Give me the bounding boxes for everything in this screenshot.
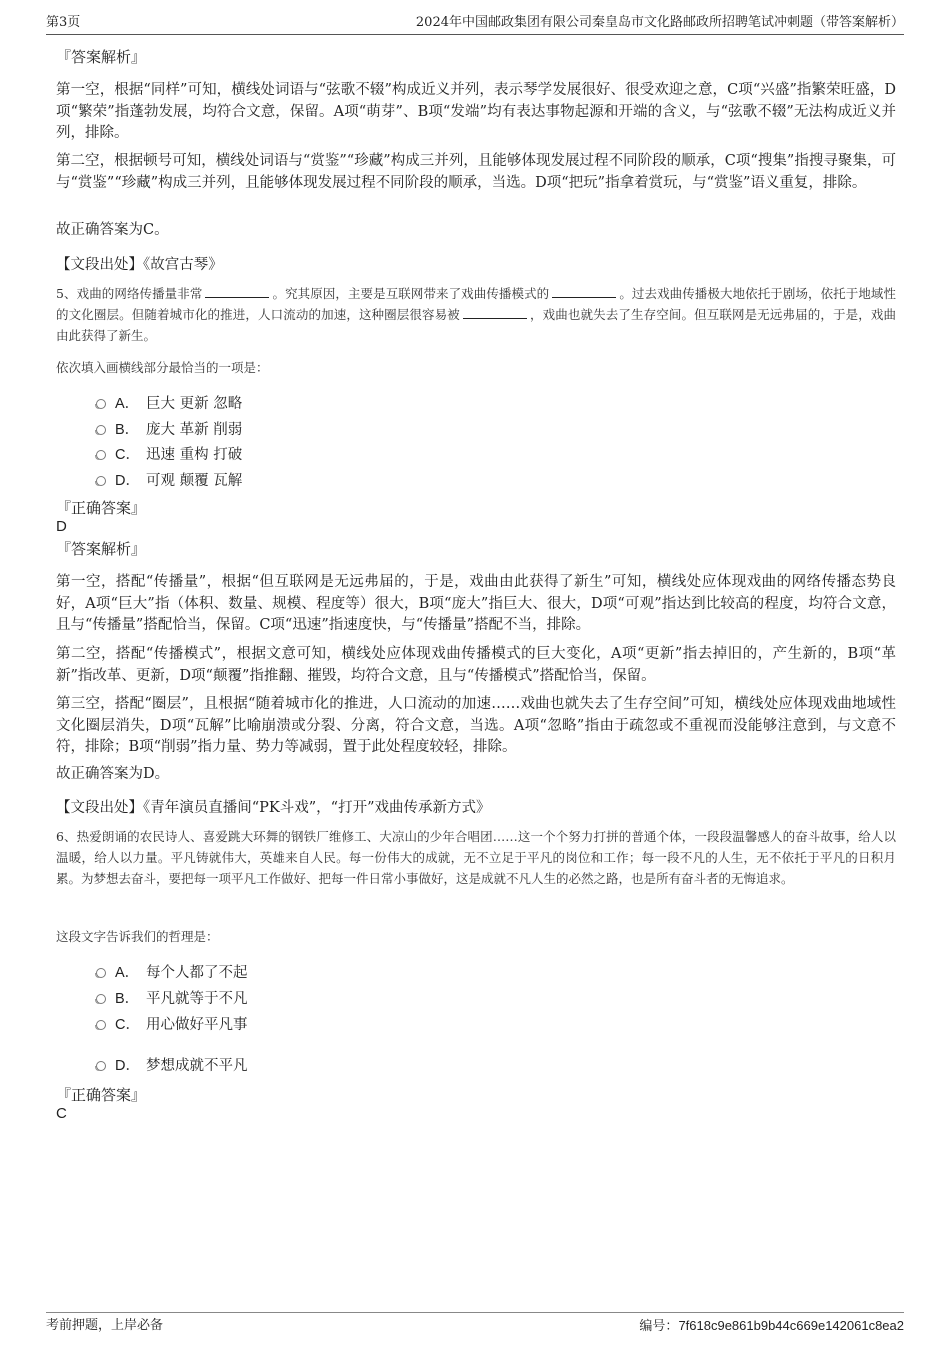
q6-stem (56, 826, 896, 889)
q5-correct-label: 『正确答案』 (56, 499, 147, 517)
q4-source: 【文段出处】《故宫古琴》 (56, 257, 223, 273)
q6-correct-label: 『正确答案』 (56, 1086, 147, 1104)
radio-icon[interactable] (96, 476, 106, 486)
radio-icon[interactable] (96, 968, 106, 978)
q5-text-seg-3: 。过去戏曲传播极大地依托于剧场，依托于地域性的文化圈层。但随着城市化的推进，人口流动的加速，这种圈层很容易被 (56, 286, 896, 322)
radio-icon[interactable] (96, 450, 106, 460)
q5-analysis-para-1: 第一空，搭配“传播量”，根据“但互联网是无远弗届的，于是，戏曲由此获得了新生”可知，横线处应体现戏曲的网络传播态势良好，A项“巨大”指（体积、数量、规模、程度等）很大，B项“庞大”指巨大、很大，D项“可观”指达到比较高的程度，均符合文意，且与“传播量”搭配恰当，保留。C项“迅速”指速度快，与“传播量”搭配不当，排除。 (56, 574, 896, 633)
option-text: 庞大 革新 削弱 (146, 422, 243, 438)
q5-source: 【文段出处】《青年演员直播间“PK斗戏”，“打开”戏曲传承新方式》 (56, 800, 491, 816)
option-text: 梦想成就不平凡 (146, 1058, 248, 1074)
option-letter: D． (115, 1058, 140, 1074)
q5-analysis-para-2: 第二空，搭配“传播模式”，根据文意可知，横线处应体现戏曲传播模式的巨大变化，A项“更新”指去掉旧的，产生新的，B项“革新”指改革、更新，D项“颠覆”指推翻、摧毁，均符合文意，且与“传播模式”搭配恰当，保留。 (56, 646, 896, 684)
q4-analysis-para-1: 第一空，根据“同样”可知，横线处词语与“弦歌不辍”构成近义并列，表示琴学发展很好、很受欢迎之意，C项“兴盛”指繁荣旺盛，D项“繁荣”指蓬勃发展，均符合文意，保留。A项“萌芽”、B项“发端”均有表达事物起源和开端的含义，与“弦歌不辍”无法构成近义并列，排除。 (56, 82, 896, 141)
q4-analysis-para-2: 第二空，根据顿号可知，横线处词语与“赏鉴”“珍藏”构成三并列，且能够体现发展过程不同阶段的顺承，C项“搜集”指搜寻聚集，可与“赏鉴”“珍藏”构成三并列，且能够体现发展过程不同阶段的顺承，当选。D项“把玩”指拿着赏玩，与“赏鉴”语义重复，排除。 (56, 153, 896, 191)
footer-code-label: 编号： (639, 1319, 679, 1334)
option-text: 每个人都了不起 (146, 965, 248, 981)
q6-correct-answer: C (56, 1105, 67, 1122)
q5-text-seg-2: 。究其原因，主要是互联网带来了戏曲传播模式的 (272, 286, 550, 301)
radio-icon[interactable] (96, 425, 106, 435)
q5-blank-2 (552, 285, 616, 298)
footer-code (639, 1315, 904, 1338)
option-text: 迅速 重构 打破 (146, 447, 243, 463)
radio-icon[interactable] (96, 1061, 106, 1071)
q5-blank-3 (463, 306, 527, 319)
option-text: 巨大 更新 忽略 (146, 396, 243, 412)
footer-slogan: 考前押题，上岸必备 (46, 1318, 164, 1333)
option-letter: B． (115, 422, 140, 438)
option-letter: D． (115, 473, 140, 489)
q4-conclusion: 故正确答案为C。 (56, 222, 169, 238)
document-title: 2024年中国邮政集团有限公司秦皇岛市文化路邮政所招聘笔试冲刺题（带答案解析） (415, 15, 904, 30)
option-text: 用心做好平凡事 (146, 1017, 248, 1033)
q5-number: 5、 (56, 286, 77, 301)
page-footer (46, 1312, 904, 1337)
radio-icon[interactable] (96, 1020, 106, 1030)
q5-text-seg-1: 戏曲的网络传播量非常 (76, 286, 203, 301)
q6-text: 热爱朗诵的农民诗人、喜爱跳大环舞的钢铁厂维修工、大凉山的少年合唱团……这一个个努力打拼的普通个体，一段段温馨感人的奋斗故事，给人以温暖，给人以力量。平凡铸就伟大，英雄来自人民。每一份伟大的成就，无不立足于平凡的岗位和工作；每一段不凡的人生，无不依托于平凡的日积月累。为梦想去奋斗，要把每一项平凡工作做好、把每一件日常小事做好，这是成就不凡人生的必然之路，也是所有奋斗者的无悔追求。 (56, 829, 896, 886)
page-number: 第3页 (46, 15, 81, 30)
radio-icon[interactable] (96, 994, 106, 1004)
q6-prompt: 这段文字告诉我们的哲理是： (56, 929, 219, 944)
q5-analysis-para-3: 第三空，搭配“圈层”，且根据“随着城市化的推进，人口流动的加速……戏曲也就失去了生存空间”可知，横线处应体现戏曲地域性文化圈层消失，D项“瓦解”比喻崩溃或分裂、分离，符合文意，当选。A项“忽略”指由于疏忽或不重视而没能够注意到，与文意不符，排除；B项“削弱”指力量、势力等减弱，置于此处程度较轻，排除。 (56, 696, 896, 755)
q5-prompt: 依次填入画横线部分最恰当的一项是： (56, 360, 269, 375)
q6-number: 6、 (56, 829, 77, 844)
q5-stem (56, 283, 896, 346)
option-text: 平凡就等于不凡 (146, 991, 248, 1007)
footer-code-value: 7f618c9e861b9b44c669e142061c8ea2 (678, 1318, 904, 1333)
option-letter: C． (115, 1017, 140, 1033)
option-text: 可观 颠覆 瓦解 (146, 473, 243, 489)
q5-correct-answer: D (56, 518, 67, 535)
option-letter: A． (115, 396, 140, 412)
option-letter: A． (115, 965, 140, 981)
q5-text-seg-4: ，戏曲也就失去了生存空间。但互联网是无远弗届的，于是，戏曲由此获得了新生。 (56, 307, 896, 343)
q5-conclusion: 故正确答案为D。 (56, 766, 170, 782)
radio-icon[interactable] (96, 399, 106, 409)
option-letter: C． (115, 447, 140, 463)
q4-analysis-label: 『答案解析』 (56, 48, 147, 66)
page-header (46, 14, 904, 35)
q5-blank-1 (205, 285, 269, 298)
q5-analysis-label: 『答案解析』 (56, 540, 147, 558)
option-letter: B． (115, 991, 140, 1007)
